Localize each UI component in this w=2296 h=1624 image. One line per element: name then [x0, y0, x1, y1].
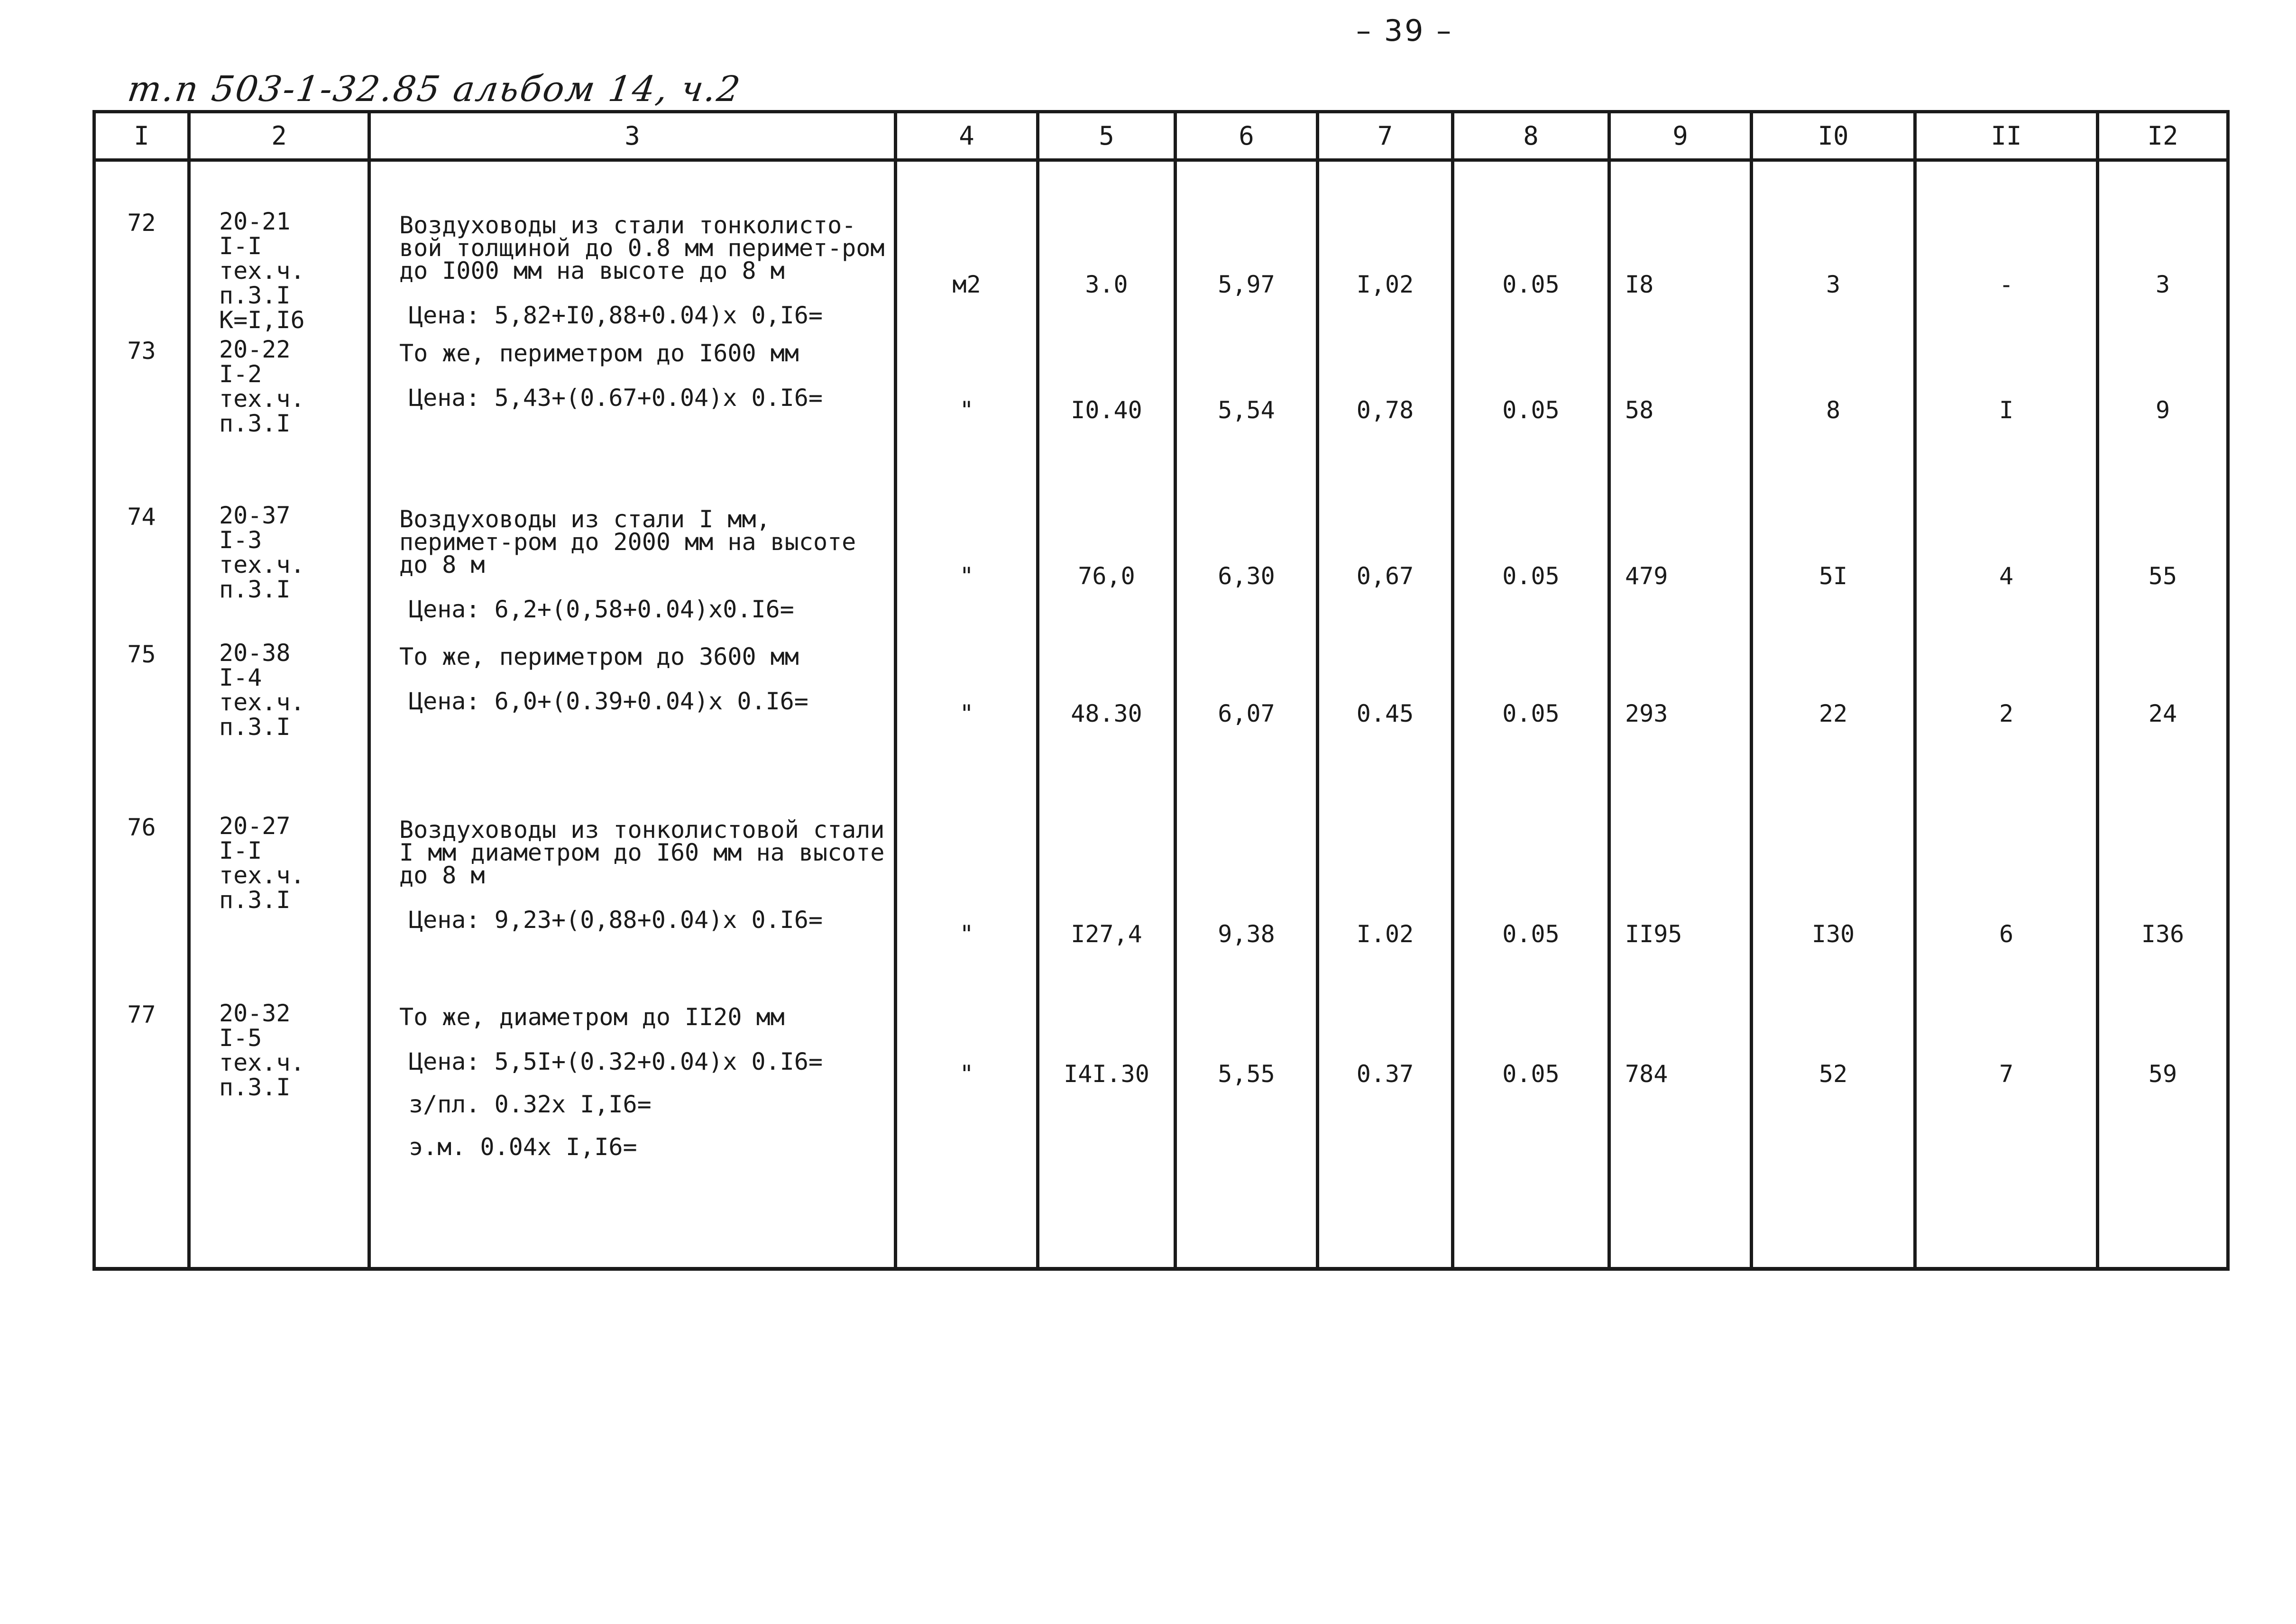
- norm-code-line: 20-37: [219, 502, 291, 529]
- value-c12: 3: [2155, 271, 2170, 298]
- value-c6: 9,38: [1218, 920, 1275, 948]
- value-c7: 0,67: [1356, 562, 1414, 590]
- work-description: Воздуховоды из стали тонколисто-вой толщиной до 0.8 мм перимет-ром до I000 мм на высоте до 8 м: [399, 211, 885, 284]
- value-c12: 24: [2148, 700, 2177, 727]
- norm-code-line: К=I,I6: [219, 306, 305, 334]
- value-c8: 0.05: [1502, 396, 1560, 424]
- value-c5: 3.0: [1085, 271, 1128, 298]
- work-description: То же, периметром до I600 мм: [399, 339, 799, 367]
- value-c12: 9: [2155, 396, 2170, 424]
- norm-code-block: [191, 337, 367, 436]
- table-body-row: [94, 160, 2228, 1269]
- extra-formula: э.м. 0.04х I,I6=: [409, 1133, 637, 1161]
- value-c9: 293: [1625, 700, 1668, 727]
- norm-code-line: 20-27: [219, 812, 291, 840]
- col-header-10: I0: [1752, 112, 1915, 160]
- norm-code-line: тех.ч.: [219, 862, 305, 889]
- value-c11: -: [1999, 271, 2014, 298]
- norm-code-line: I-4: [219, 664, 262, 691]
- value-unit: м2: [952, 271, 981, 298]
- norm-code-line: п.3.I: [219, 713, 291, 741]
- value-c7: 0.37: [1356, 1060, 1414, 1088]
- value-unit: ": [959, 1060, 974, 1088]
- value-c9: 784: [1625, 1060, 1668, 1088]
- value-c10: 52: [1818, 1060, 1848, 1088]
- work-description-block: [371, 818, 894, 934]
- norm-code-line: 20-21: [219, 208, 291, 235]
- column-10: [1753, 162, 1913, 1267]
- value-c8: 0.05: [1502, 700, 1560, 727]
- work-description: Воздуховоды из стали I мм, перимет-ром до 2000 мм на высоте до 8 м: [399, 505, 856, 578]
- item-number: 76: [127, 814, 156, 841]
- column-description: [371, 162, 894, 1267]
- work-description-block: [371, 645, 894, 716]
- item-number: 77: [127, 1001, 156, 1028]
- value-c9: 479: [1625, 562, 1668, 590]
- work-description: То же, диаметром до II20 мм: [399, 1003, 785, 1031]
- norm-code-line: I-2: [219, 360, 262, 388]
- value-c8: 0.05: [1502, 271, 1560, 298]
- value-unit: ": [959, 396, 974, 424]
- work-description: То же, периметром до 3600 мм: [399, 643, 799, 670]
- column-item-number: [96, 162, 187, 1267]
- value-c7: I,02: [1356, 271, 1414, 298]
- norm-code-line: п.3.I: [219, 410, 291, 437]
- col-header-8: 8: [1453, 112, 1609, 160]
- value-c11: 7: [1999, 1060, 2014, 1088]
- item-number: 72: [127, 209, 156, 237]
- norm-code-line: 20-22: [219, 336, 291, 363]
- column-header-row: [94, 112, 2228, 160]
- norm-code-line: п.3.I: [219, 1073, 291, 1101]
- norm-code-block: [191, 641, 367, 739]
- value-unit: ": [959, 562, 974, 590]
- col-header-12: I2: [2098, 112, 2228, 160]
- item-number: 75: [127, 641, 156, 668]
- page-number: – 39 –: [1356, 13, 1453, 48]
- value-c11: 6: [1999, 920, 2014, 948]
- value-c5: 48.30: [1071, 700, 1142, 727]
- value-c10: 5I: [1818, 562, 1848, 590]
- col-header-9: 9: [1609, 112, 1752, 160]
- price-formula: Цена: 5,5I+(0.32+0.04)х 0.I6=: [409, 1048, 823, 1075]
- value-c5: I4I.30: [1064, 1060, 1149, 1088]
- work-description: Воздуховоды из тонколистовой стали I мм диаметром до I60 мм на высоте до 8 м: [399, 816, 885, 889]
- norm-code-line: I-I: [219, 232, 262, 260]
- column-7: [1319, 162, 1451, 1267]
- work-description-block: [371, 211, 894, 330]
- item-number: 74: [127, 503, 156, 531]
- value-c7: 0.45: [1356, 700, 1414, 727]
- album-reference: т.п 503-1-32.85 альбом 14, ч.2: [125, 69, 744, 110]
- value-c10: I30: [1811, 920, 1855, 948]
- col-header-4: 4: [896, 112, 1038, 160]
- value-c5: 76,0: [1078, 562, 1135, 590]
- value-c6: 5,55: [1218, 1060, 1275, 1088]
- estimate-table-sheet: [92, 110, 2226, 1267]
- estimate-table: [92, 110, 2230, 1271]
- col-header-1: I: [94, 112, 189, 160]
- norm-code-block: [191, 503, 367, 602]
- column-12: [2099, 162, 2226, 1267]
- column-8: [1454, 162, 1607, 1267]
- norm-code-line: п.3.I: [219, 886, 291, 914]
- price-formula: Цена: 5,82+I0,88+0.04)х 0,I6=: [409, 302, 823, 329]
- value-c12: I36: [2141, 920, 2185, 948]
- norm-code-block: [191, 209, 367, 332]
- column-9: [1611, 162, 1750, 1267]
- value-c10: 8: [1826, 396, 1841, 424]
- value-unit: ": [959, 920, 974, 948]
- column-unit: [897, 162, 1036, 1267]
- value-unit: ": [959, 700, 974, 727]
- value-c8: 0.05: [1502, 1060, 1560, 1088]
- norm-code-line: I-3: [219, 526, 262, 554]
- col-header-3: 3: [369, 112, 896, 160]
- value-c9: 58: [1625, 396, 1654, 424]
- norm-code-line: тех.ч.: [219, 385, 305, 413]
- norm-code-line: тех.ч.: [219, 1049, 305, 1076]
- value-c11: 4: [1999, 562, 2014, 590]
- value-c6: 5,54: [1218, 396, 1275, 424]
- value-c5: I0.40: [1071, 396, 1142, 424]
- col-header-5: 5: [1038, 112, 1176, 160]
- value-c8: 0.05: [1502, 562, 1560, 590]
- column-norm-code: [191, 162, 367, 1267]
- column-6: [1177, 162, 1316, 1267]
- value-c11: I: [1999, 396, 2014, 424]
- value-c11: 2: [1999, 700, 2014, 727]
- value-c10: 22: [1818, 700, 1848, 727]
- price-formula: Цена: 6,0+(0.39+0.04)х 0.I6=: [409, 688, 808, 715]
- norm-code-line: тех.ч.: [219, 688, 305, 716]
- col-header-2: 2: [189, 112, 369, 160]
- value-c6: 6,07: [1218, 700, 1275, 727]
- norm-code-line: п.3.I: [219, 576, 291, 603]
- value-c6: 5,97: [1218, 271, 1275, 298]
- norm-code-line: п.3.I: [219, 282, 291, 309]
- extra-formula: з/пл. 0.32х I,I6=: [409, 1091, 652, 1118]
- work-description-block: [371, 1003, 894, 1161]
- work-description-block: [371, 339, 894, 412]
- value-c8: 0.05: [1502, 920, 1560, 948]
- norm-code-line: тех.ч.: [219, 551, 305, 578]
- value-c12: 55: [2148, 562, 2177, 590]
- value-c6: 6,30: [1218, 562, 1275, 590]
- value-c7: I.02: [1356, 920, 1414, 948]
- col-header-7: 7: [1318, 112, 1453, 160]
- value-c7: 0,78: [1356, 396, 1414, 424]
- col-header-6: 6: [1176, 112, 1318, 160]
- value-c12: 59: [2148, 1060, 2177, 1088]
- value-c5: I27,4: [1071, 920, 1142, 948]
- value-c9: I8: [1625, 271, 1654, 298]
- norm-code-line: I-I: [219, 837, 262, 864]
- norm-code-block: [191, 814, 367, 912]
- item-number: 73: [127, 337, 156, 365]
- value-c9: II95: [1625, 920, 1682, 948]
- value-c10: 3: [1826, 271, 1841, 298]
- price-formula: Цена: 5,43+(0.67+0.04)х 0.I6=: [409, 384, 823, 412]
- column-11: [1917, 162, 2096, 1267]
- norm-code-line: I-5: [219, 1024, 262, 1052]
- work-description-block: [371, 505, 894, 624]
- norm-code-line: тех.ч.: [219, 257, 305, 284]
- norm-code-line: 20-32: [219, 1000, 291, 1027]
- column-5: [1039, 162, 1174, 1267]
- col-header-11: II: [1915, 112, 2098, 160]
- norm-code-line: 20-38: [219, 639, 291, 667]
- price-formula: Цена: 6,2+(0,58+0.04)х0.I6=: [409, 596, 794, 623]
- norm-code-block: [191, 1001, 367, 1100]
- price-formula: Цена: 9,23+(0,88+0.04)х 0.I6=: [409, 906, 823, 934]
